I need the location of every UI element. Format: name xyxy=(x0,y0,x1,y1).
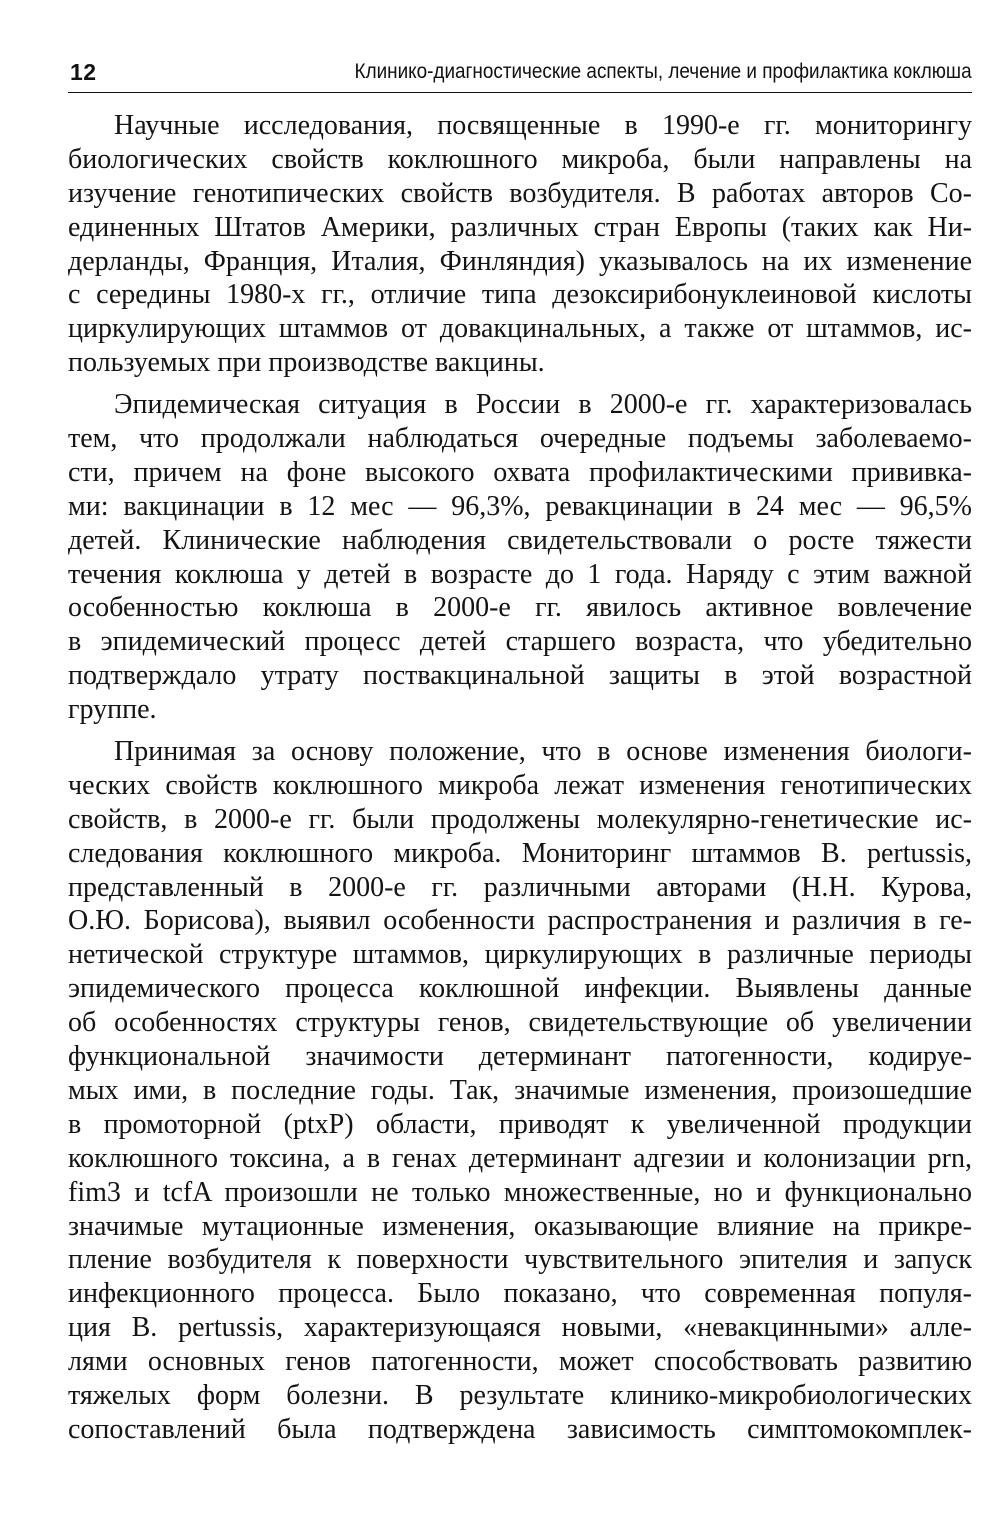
text-line: следования коклюшного микроба. Мониторинг штаммов B. pertussis, xyxy=(68,837,972,869)
text-line: представленный в 2000-е гг. различными авторами (Н.Н. Курова, xyxy=(68,871,972,903)
text-line: инфекционного процесса. Было показано, что современная популя- xyxy=(68,1278,972,1310)
text-line: изучение генотипических свойств возбудителя. В работах авторов Со- xyxy=(68,177,972,209)
text-line: Научные исследования, посвященные в 1990-е гг. мониторингу xyxy=(114,110,972,141)
text-line: группе. xyxy=(68,694,157,726)
text-line: единенных Штатов Америки, различных стран Европы (таких как Ни- xyxy=(68,211,972,243)
page-number: 12 xyxy=(70,59,97,85)
text-line: Эпидемическая ситуация в России в 2000-е гг. характеризовалась xyxy=(114,389,972,421)
text-line: течения коклюша у детей в возрасте до 1 года. Наряду с этим важной xyxy=(68,558,972,590)
paragraph xyxy=(68,109,972,380)
text-line: дерланды, Франция, Италия, Финляндия) указывалось на их изменение xyxy=(68,245,972,277)
text-line: ческих свойств коклюшного микроба лежат изменения генотипических xyxy=(68,769,972,801)
text-line: тем, что продолжали наблюдаться очередные подъемы заболеваемо- xyxy=(68,423,972,455)
text-line: функциональной значимости детерминант патогенности, кодируе- xyxy=(68,1041,972,1073)
text-line: fim3 и tcfA произошли не только множественные, но и функционально xyxy=(68,1176,972,1208)
running-header xyxy=(68,50,972,93)
paragraph-gap xyxy=(68,727,972,735)
paragraph xyxy=(68,735,972,1447)
text-line: с середины 1980-х гг., отличие типа дезоксирибонуклеиновой кислоты xyxy=(68,279,972,311)
text-line: об особенностях структуры генов, свидетельствующие об увеличении xyxy=(68,1007,972,1039)
text-line: пление возбудителя к поверхности чувствительного эпителия и запуск xyxy=(68,1244,972,1276)
text-line: эпидемического процесса коклюшной инфекции. Выявлены данные xyxy=(68,973,972,1005)
text-line: нетической структуре штаммов, циркулирующих в различные периоды xyxy=(68,939,972,971)
text-line: ция B. pertussis, характеризующаяся новыми, «невакцинными» алле- xyxy=(68,1312,972,1344)
text-line: тяжелых форм болезни. В результате клинико-микробиологических xyxy=(68,1379,972,1411)
text-line: в промоторной (ptxP) области, приводят к увеличенной продукции xyxy=(68,1108,972,1140)
text-line: особенностью коклюша в 2000-е гг. явилось активное вовлечение xyxy=(68,592,972,624)
text-line: свойств, в 2000-е гг. были продолжены молекулярно-генетические ис- xyxy=(68,803,972,835)
text-line: детей. Клинические наблюдения свидетельствовали о росте тяжести xyxy=(68,524,972,556)
paragraph-gap xyxy=(68,380,972,388)
text-line: мых ими, в последние годы. Так, значимые изменения, произошедшие xyxy=(68,1074,972,1106)
running-title: Клинико-диагностические аспекты, лечение и профилактика коклюша xyxy=(354,60,972,83)
text-line: лями основных генов патогенности, может способствовать развитию xyxy=(68,1346,972,1378)
text-line: О.Ю. Борисова), выявил особенности распространения и различия в ге- xyxy=(68,905,972,937)
text-line: коклюшного токсина, а в генах детерминант адгезии и колонизации prn, xyxy=(68,1142,972,1174)
text-line: пользуемых при производстве вакцины. xyxy=(68,347,545,379)
text-line: ми: вакцинации в 12 мес — 96,3%, ревакцинации в 24 мес — 96,5% xyxy=(68,490,972,522)
text-line: подтверждало утрату поствакцинальной защиты в этой возрастной xyxy=(68,660,972,692)
text-line: циркулирующих штаммов от довакцинальных, а также от штаммов, ис- xyxy=(68,313,972,345)
text-line: биологических свойств коклюшного микроба, были направлены на xyxy=(68,143,972,175)
text-line: значимые мутационные изменения, оказывающие влияние на прикре- xyxy=(68,1210,972,1242)
paragraph xyxy=(68,388,972,727)
text-line: сти, причем на фоне высокого охвата профилактическими прививка- xyxy=(68,456,972,488)
text-line: Принимая за основу положение, что в основе изменения биологи- xyxy=(114,736,972,768)
text-line: в эпидемический процесс детей старшего возраста, что убедительно xyxy=(68,626,972,658)
body-text xyxy=(68,109,972,1447)
text-line: сопоставлений была подтверждена зависимость симптомокомплек- xyxy=(68,1413,972,1445)
